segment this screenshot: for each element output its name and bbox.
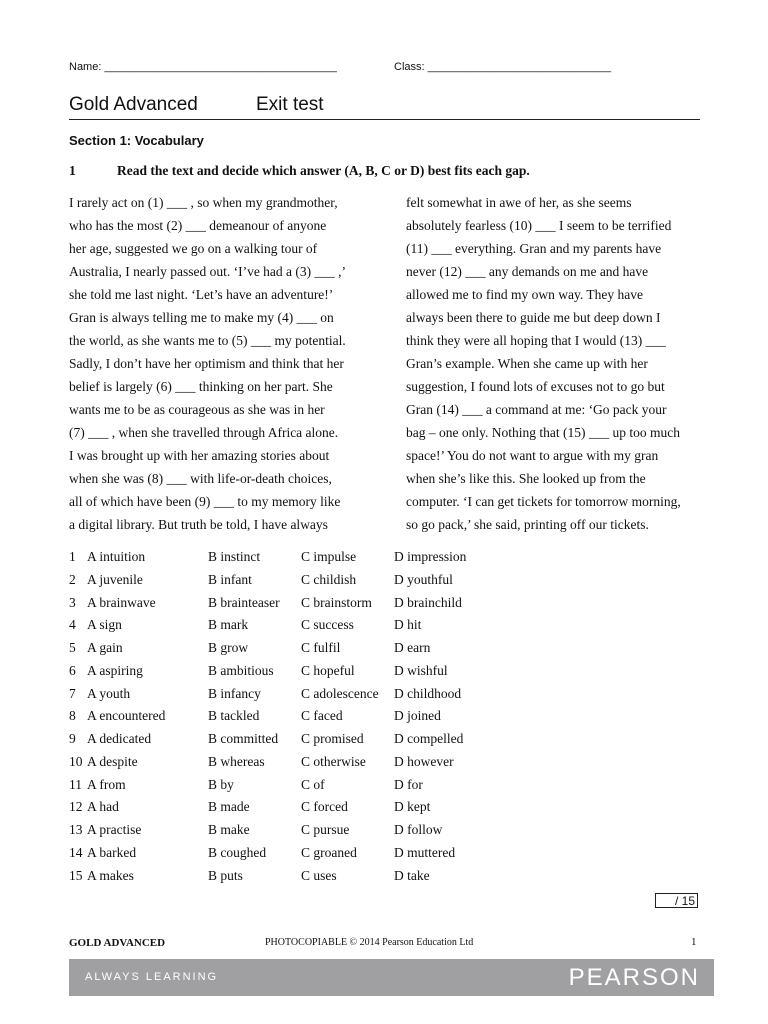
option-a: A dedicated: [87, 731, 152, 746]
answer-row: [69, 754, 489, 777]
option-a: A practise: [87, 822, 142, 837]
option-a: A intuition: [87, 549, 146, 564]
option-c: C promised: [301, 731, 364, 746]
question-number: 15: [69, 867, 83, 883]
passage-line: computer. ‘I can get tickets for tomorrow morning,: [406, 494, 681, 509]
page-title: [69, 94, 324, 116]
option-d: D muttered: [394, 844, 456, 860]
option-b: B by: [208, 776, 234, 792]
option-c: C impulse: [301, 549, 357, 564]
passage-left-column: [69, 191, 346, 536]
option-d: D earn: [394, 640, 431, 655]
option-d: D compelled: [394, 731, 464, 746]
option-c: C success: [301, 617, 354, 633]
question-number: 13: [69, 822, 83, 837]
passage-line: felt somewhat in awe of her, as she seems: [406, 195, 632, 210]
option-d: D however: [394, 753, 454, 769]
option-a: A gain: [87, 640, 123, 655]
option-a: A from: [87, 776, 126, 792]
option-b: B brainteaser: [208, 594, 280, 610]
instruction-number: 1: [69, 163, 76, 178]
passage-line: (11) ___ everything. Gran and my parents have: [406, 241, 662, 256]
option-c: C brainstorm: [301, 594, 372, 610]
question-number: 14: [69, 844, 83, 860]
option-a: A makes: [87, 867, 134, 883]
footer-banner: [69, 959, 714, 996]
option-c: C uses: [301, 867, 337, 883]
question-number: 11: [69, 776, 82, 792]
question-number: 8: [69, 708, 76, 724]
answer-row: [69, 868, 489, 891]
passage-line: Gran is always telling me to make my (4) ___ on: [69, 310, 334, 325]
option-b: B whereas: [208, 753, 265, 769]
section-heading: Section 1: Vocabulary: [69, 133, 204, 148]
passage-right-column: [406, 191, 681, 536]
option-c: C forced: [301, 799, 348, 815]
option-c: C adolescence: [301, 685, 379, 701]
option-c: C groaned: [301, 844, 357, 860]
answer-row: [69, 708, 489, 731]
option-d: D youthful: [394, 571, 453, 587]
passage-line: absolutely fearless (10) ___ I seem to be terrified: [406, 218, 672, 233]
option-c: C faced: [301, 708, 343, 724]
passage-line: allowed me to find my own way. They have: [406, 287, 643, 302]
passage-line: belief is largely (6) ___ thinking on her part. She: [69, 379, 333, 394]
option-b: B ambitious: [208, 662, 274, 678]
answer-row: [69, 686, 489, 709]
banner-tagline: ALWAYS LEARNING: [85, 971, 219, 983]
option-b: B make: [208, 822, 250, 837]
option-a: A youth: [87, 685, 131, 701]
option-c: C hopeful: [301, 662, 355, 678]
passage-line: wants me to be as courageous as she was in her: [69, 402, 325, 417]
instruction-text: Read the text and decide which answer (A, B, C or D) best fits each gap.: [117, 163, 530, 178]
option-b: B made: [208, 799, 250, 815]
answer-options: [69, 549, 489, 890]
answer-row: [69, 822, 489, 845]
passage-line: so go pack,’ she said, printing off our tickets.: [406, 517, 649, 532]
option-b: B coughed: [208, 844, 267, 860]
passage-line: she told me last night. ‘Let’s have an adventure!’: [69, 287, 334, 302]
passage-line: Gran’s example. When she came up with her: [406, 356, 648, 371]
question-number: 12: [69, 799, 83, 815]
option-d: D hit: [394, 617, 422, 633]
passage-line: Sadly, I don’t have her optimism and think that her: [69, 356, 344, 371]
option-a: A despite: [87, 753, 138, 769]
passage-line: I was brought up with her amazing stories about: [69, 448, 330, 463]
option-b: B committed: [208, 731, 279, 746]
option-d: D joined: [394, 708, 441, 724]
passage-line: all of which have been (9) ___ to my memory like: [69, 494, 341, 509]
question-number: 2: [69, 571, 76, 587]
title-divider: [69, 119, 700, 120]
option-b: B mark: [208, 617, 249, 633]
question-number: 1: [69, 549, 76, 564]
option-d: D take: [394, 867, 430, 883]
passage-line: think they were all hoping that I would (13) ___: [406, 333, 666, 348]
title-sub: Exit test: [256, 94, 324, 115]
pearson-logo: PEARSON: [568, 964, 700, 991]
option-c: C of: [301, 776, 325, 792]
passage-line: her age, suggested we go on a walking tour of: [69, 241, 318, 256]
footer-course-name: GOLD ADVANCED: [69, 937, 166, 949]
passage-line: who has the most (2) ___ demeanour of anyone: [69, 218, 327, 233]
question-number: 9: [69, 731, 76, 746]
option-b: B tackled: [208, 708, 260, 724]
answer-row: [69, 845, 489, 868]
option-a: A barked: [87, 844, 137, 860]
option-c: C childish: [301, 571, 357, 587]
answer-row: [69, 549, 489, 572]
option-a: A juvenile: [87, 571, 143, 587]
question-number: 4: [69, 617, 76, 633]
option-a: A encountered: [87, 708, 166, 724]
option-b: B puts: [208, 867, 243, 883]
page-number: 1: [691, 936, 697, 948]
option-d: D impression: [394, 549, 467, 564]
passage-line: bag – one only. Nothing that (15) ___ up too much: [406, 425, 680, 440]
passage-line: when she was (8) ___ with life-or-death choices,: [69, 471, 332, 486]
footer-copyright: PHOTOCOPIABLE © 2014 Pearson Education Ltd: [265, 937, 474, 948]
option-b: B instinct: [208, 549, 261, 564]
passage-line: a digital library. But truth be told, I have always: [69, 517, 328, 532]
option-d: D brainchild: [394, 594, 462, 610]
answer-row: [69, 777, 489, 800]
option-d: D for: [394, 776, 423, 792]
option-b: B infant: [208, 571, 252, 587]
name-field: Name: ______________________________________: [69, 61, 337, 73]
answer-row: [69, 663, 489, 686]
option-b: B infancy: [208, 685, 261, 701]
question-number: 7: [69, 685, 76, 701]
option-c: C pursue: [301, 822, 350, 837]
passage-line: space!’ You do not want to argue with my gran: [406, 448, 659, 463]
option-c: C fulfil: [301, 640, 341, 655]
answer-row: [69, 617, 489, 640]
passage-line: Australia, I nearly passed out. ‘I’ve had a (3) ___ ,’: [69, 264, 347, 279]
question-number: 3: [69, 594, 76, 610]
option-c: C otherwise: [301, 753, 366, 769]
answer-row: [69, 799, 489, 822]
answer-row: [69, 731, 489, 754]
score-box: / 15: [655, 893, 698, 908]
class-field: Class: ______________________________: [394, 61, 612, 73]
passage-line: I rarely act on (1) ___ , so when my grandmother,: [69, 195, 338, 210]
passage-line: never (12) ___ any demands on me and have: [406, 264, 649, 279]
option-a: A aspiring: [87, 662, 143, 678]
option-b: B grow: [208, 640, 249, 655]
option-a: A had: [87, 799, 119, 815]
question-number: 10: [69, 753, 83, 769]
answer-row: [69, 595, 489, 618]
title-main: Gold Advanced: [69, 94, 198, 115]
passage-line: Gran (14) ___ a command at me: ‘Go pack your: [406, 402, 667, 417]
option-d: D wishful: [394, 662, 448, 678]
passage-line: when she’s like this. She looked up from the: [406, 471, 646, 486]
passage-line: the world, as she wants me to (5) ___ my potential.: [69, 333, 346, 348]
answer-row: [69, 640, 489, 663]
option-d: D kept: [394, 799, 431, 815]
question-number: 5: [69, 640, 76, 655]
option-a: A brainwave: [87, 594, 156, 610]
option-a: A sign: [87, 617, 122, 633]
answer-row: [69, 572, 489, 595]
passage-line: always been there to guide me but deep down I: [406, 310, 661, 325]
passage-line: suggestion, I found lots of excuses not to go but: [406, 379, 665, 394]
option-d: D follow: [394, 822, 443, 837]
question-number: 6: [69, 662, 76, 678]
option-d: D childhood: [394, 685, 462, 701]
passage-line: (7) ___ , when she travelled through Africa alone.: [69, 425, 339, 440]
